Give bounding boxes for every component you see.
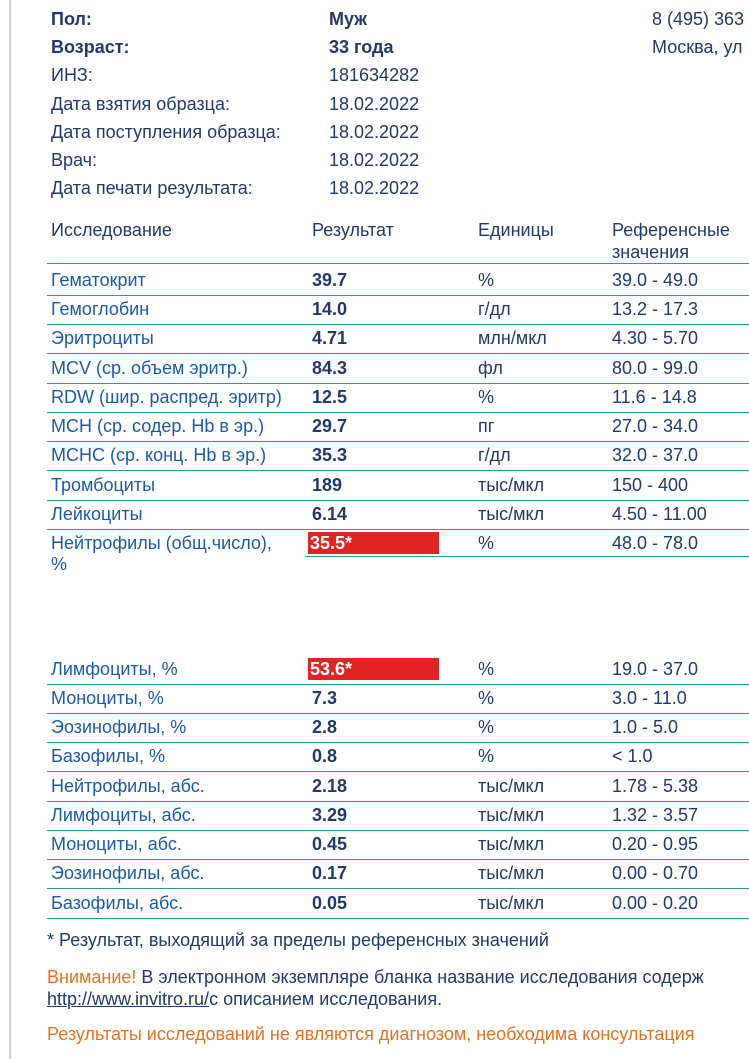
test-name: Моноциты, абс. bbox=[51, 834, 182, 854]
row-separator bbox=[47, 918, 749, 919]
unit: тыс/мкл bbox=[478, 893, 545, 913]
sample-taken-value: 18.02.2022 bbox=[329, 94, 420, 114]
doctor-value: 18.02.2022 bbox=[329, 150, 420, 170]
result-value: 12.5 bbox=[312, 387, 348, 407]
unit: тыс/мкл bbox=[478, 776, 545, 796]
reference-range: 4.30 - 5.70 bbox=[612, 328, 699, 348]
lab-address: Москва, ул bbox=[652, 37, 743, 57]
link-line bbox=[47, 989, 442, 1010]
reference-range: 4.50 - 11.00 bbox=[612, 504, 707, 524]
result-value: 2.18 bbox=[312, 776, 348, 796]
test-name: Базофилы, абс. bbox=[51, 893, 184, 913]
test-name-line2: % bbox=[51, 554, 68, 574]
row-separator bbox=[47, 441, 749, 442]
attention-label: Внимание! bbox=[47, 967, 137, 987]
unit: млн/мкл bbox=[478, 328, 547, 348]
result-value: 29.7 bbox=[312, 416, 348, 436]
result-value: 0.8 bbox=[312, 746, 338, 766]
reference-range: 3.0 - 11.0 bbox=[612, 688, 687, 708]
reference-range: < 1.0 bbox=[612, 746, 653, 766]
sex-label: Пол: bbox=[51, 9, 92, 29]
test-name: Лимфоциты, абс. bbox=[51, 805, 196, 825]
print-date-value: 18.02.2022 bbox=[329, 178, 420, 198]
test-name: Эозинофилы, % bbox=[51, 717, 187, 737]
reference-range: 1.0 - 5.0 bbox=[612, 717, 679, 737]
unit: % bbox=[478, 717, 495, 737]
reference-range: 80.0 - 99.0 bbox=[612, 358, 699, 378]
result-value: 7.3 bbox=[312, 688, 338, 708]
row-separator bbox=[47, 500, 749, 501]
inz-value: 181634282 bbox=[329, 65, 420, 85]
row-separator bbox=[47, 771, 749, 772]
header-result: Результат bbox=[312, 220, 394, 240]
inz-label: ИНЗ: bbox=[51, 65, 93, 85]
result-value: 39.7 bbox=[312, 270, 348, 290]
unit: тыс/мкл bbox=[478, 805, 545, 825]
test-name: Нейтрофилы (общ.число), bbox=[51, 533, 272, 553]
reference-range: 19.0 - 37.0 bbox=[612, 659, 699, 679]
test-name: Базофилы, % bbox=[51, 746, 165, 766]
row-separator bbox=[47, 742, 749, 743]
reference-range: 1.78 - 5.38 bbox=[612, 776, 699, 796]
test-name: Гемоглобин bbox=[51, 299, 150, 319]
result-value: 3.29 bbox=[312, 805, 348, 825]
disclaimer: Результаты исследований не являются диагнозом, необходима консультация bbox=[47, 1024, 695, 1044]
unit: % bbox=[478, 270, 495, 290]
age-value: 33 года bbox=[329, 37, 394, 57]
row-separator bbox=[47, 684, 749, 685]
result-value: 0.45 bbox=[312, 834, 348, 854]
reference-range: 11.6 - 14.8 bbox=[612, 387, 697, 407]
header-separator bbox=[47, 263, 749, 264]
header-reference-line2: значения bbox=[612, 242, 689, 262]
reference-range: 27.0 - 34.0 bbox=[612, 416, 699, 436]
invitro-link[interactable]: http://www.invitro.ru/ bbox=[47, 989, 210, 1009]
row-separator bbox=[47, 412, 749, 413]
unit: % bbox=[478, 746, 495, 766]
print-date-label: Дата печати результата: bbox=[51, 178, 253, 198]
unit: % bbox=[478, 533, 495, 553]
result-value: 0.05 bbox=[312, 893, 348, 913]
result-value: 84.3 bbox=[312, 358, 348, 378]
result-value: 189 bbox=[312, 475, 343, 495]
lab-phone: 8 (495) 363 bbox=[652, 9, 745, 29]
unit: фл bbox=[478, 358, 503, 378]
unit: г/дл bbox=[478, 445, 511, 465]
row-separator bbox=[47, 470, 749, 471]
row-separator bbox=[47, 801, 749, 802]
row-separator bbox=[47, 859, 749, 860]
row-separator bbox=[47, 830, 749, 831]
unit: % bbox=[478, 659, 495, 679]
unit: пг bbox=[478, 416, 495, 436]
row-separator bbox=[47, 713, 749, 714]
test-name: MCHC (ср. конц. Hb в эр.) bbox=[51, 445, 267, 465]
reference-range: 150 - 400 bbox=[612, 475, 689, 495]
result-value: 35.3 bbox=[312, 445, 348, 465]
test-name: Лейкоциты bbox=[51, 504, 143, 524]
row-separator bbox=[47, 529, 749, 530]
sex-value: Муж bbox=[329, 9, 367, 29]
reference-range: 39.0 - 49.0 bbox=[612, 270, 699, 290]
sample-received-value: 18.02.2022 bbox=[329, 122, 420, 142]
reference-range: 0.20 - 0.95 bbox=[612, 834, 699, 854]
test-name: Эозинофилы, абс. bbox=[51, 863, 205, 883]
reference-range: 48.0 - 78.0 bbox=[612, 533, 699, 553]
page-left-edge bbox=[9, 0, 11, 1059]
test-name: Тромбоциты bbox=[51, 475, 156, 495]
test-name: MCH (ср. содер. Hb в эр.) bbox=[51, 416, 265, 436]
unit: тыс/мкл bbox=[478, 475, 545, 495]
doctor-label: Врач: bbox=[51, 150, 98, 170]
footnote: * Результат, выходящий за пределы референсных значений bbox=[47, 930, 549, 950]
reference-range: 13.2 - 17.3 bbox=[612, 299, 699, 319]
result-value: 6.14 bbox=[312, 504, 348, 524]
unit: % bbox=[478, 387, 495, 407]
row-separator bbox=[47, 383, 749, 384]
row-separator bbox=[47, 353, 749, 354]
test-name: Моноциты, % bbox=[51, 688, 164, 708]
reference-range: 1.32 - 3.57 bbox=[612, 805, 699, 825]
attention-line bbox=[47, 967, 704, 988]
attention-text: В электронном экземпляре бланка название исследования содерж bbox=[136, 967, 704, 987]
test-name: Нейтрофилы, абс. bbox=[51, 776, 205, 796]
result-value: 0.17 bbox=[312, 863, 348, 883]
result-value: 2.8 bbox=[312, 717, 338, 737]
row-separator bbox=[305, 556, 749, 557]
unit: тыс/мкл bbox=[478, 504, 545, 524]
reference-range: 0.00 - 0.20 bbox=[612, 893, 699, 913]
reference-range: 0.00 - 0.70 bbox=[612, 863, 699, 883]
unit: тыс/мкл bbox=[478, 834, 545, 854]
row-separator bbox=[47, 324, 749, 325]
header-units: Единицы bbox=[478, 220, 554, 240]
sample-taken-label: Дата взятия образца: bbox=[51, 94, 230, 114]
sample-received-label: Дата поступления образца: bbox=[51, 122, 281, 142]
link-suffix: с описанием исследования. bbox=[209, 989, 443, 1009]
reference-range: 32.0 - 37.0 bbox=[612, 445, 699, 465]
unit: г/дл bbox=[478, 299, 511, 319]
test-name: MCV (ср. объем эритр.) bbox=[51, 358, 248, 378]
age-label: Возраст: bbox=[51, 37, 130, 57]
test-name: Лимфоциты, % bbox=[51, 659, 178, 679]
row-separator bbox=[47, 888, 749, 889]
flagged-result-value: 53.6* bbox=[308, 658, 439, 680]
unit: тыс/мкл bbox=[478, 863, 545, 883]
header-reference: Референсные bbox=[612, 220, 730, 240]
header-test: Исследование bbox=[51, 220, 172, 240]
test-name: RDW (шир. распред. эритр) bbox=[51, 387, 282, 407]
unit: % bbox=[478, 688, 495, 708]
result-value: 4.71 bbox=[312, 328, 348, 348]
row-separator bbox=[47, 295, 749, 296]
test-name: Эритроциты bbox=[51, 328, 154, 348]
flagged-result-value: 35.5* bbox=[308, 532, 439, 554]
result-value: 14.0 bbox=[312, 299, 348, 319]
test-name: Гематокрит bbox=[51, 270, 146, 290]
